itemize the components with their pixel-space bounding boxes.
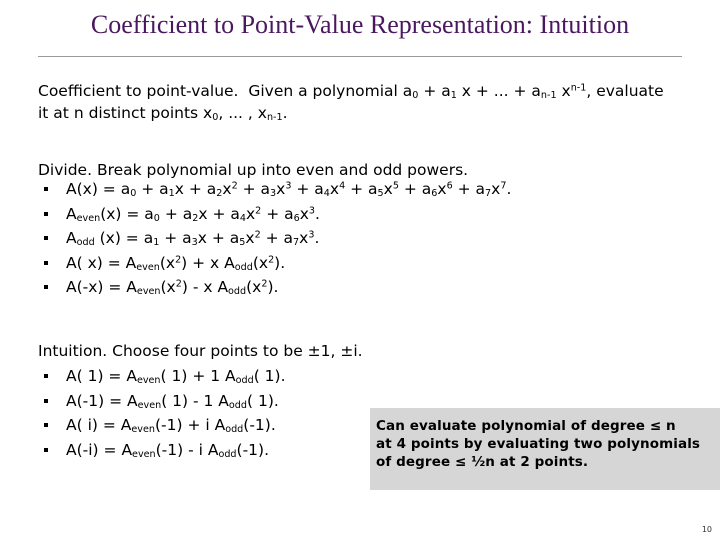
list-item: $A_{even}(x) = a_0 + a_2x + a_4x^2 + a_6x^3$. (38, 202, 511, 227)
list-item: A( $1) = A_{even}$( 1) + 1 $A_{odd}$( 1). (38, 364, 286, 389)
intro-paragraph (38, 80, 698, 125)
divide-list (38, 177, 511, 300)
list-item: $A(-1) = A_{even}$( 1) - 1 $A_{odd}$( 1). (38, 389, 286, 414)
intro-line-1: Coefficient to point-value. Given a polynomial $a_0 + a_1$ x + ... + $a_{n-1}$ $x^{n-1}$, evaluate (38, 82, 664, 101)
intuition-list (38, 364, 286, 462)
list-item: A( $i) = A_{even}(-1) + i$ $A_{odd}(-1)$. (38, 413, 286, 438)
list-item: $A_{odd}$ $(x) = a_1 + a_3x + a_5x^2 + a_7x^3$. (38, 226, 511, 251)
note-line-2: at 4 points by evaluating two polynomials (376, 436, 701, 452)
title-divider (38, 56, 682, 57)
list-item: $A(x) = a_0 + a_1x + a_2x^2 + a_3x^3 + a_4x^4 + a_5x^5 + a_6x^6 + a_7x^7$. (38, 177, 511, 202)
note-line-3: of degree ≤ ½n at 2 points. (376, 454, 589, 470)
intro-line-2: it at n distinct points $x_0$, ... , $x_{n-1}$. (38, 104, 288, 124)
divide-heading: Divide. Break polynomial up into even and odd powers. (38, 161, 469, 179)
list-item: $A(-x) = A_{even}(x^2) - x$ $A_{odd}(x^2)$. (38, 275, 511, 300)
intuition-heading: Intuition. Choose four points to be ±1, ±i. (38, 342, 363, 360)
note-box (370, 408, 720, 490)
intro-lead: Coefficient to point-value. (38, 82, 239, 100)
list-item: $A(-i) = A_{even}(-1) - i$ $A_{odd}(-1)$. (38, 438, 286, 463)
list-item: A( $x) = A_{even}(x^2) + x$ $A_{odd}(x^2)$. (38, 251, 511, 276)
page-number: 10 (701, 525, 712, 534)
note-line-1: Can evaluate polynomial of degree ≤ n (376, 418, 676, 434)
slide-title: Coefficient to Point-Value Representation: Intuition (90, 10, 630, 39)
